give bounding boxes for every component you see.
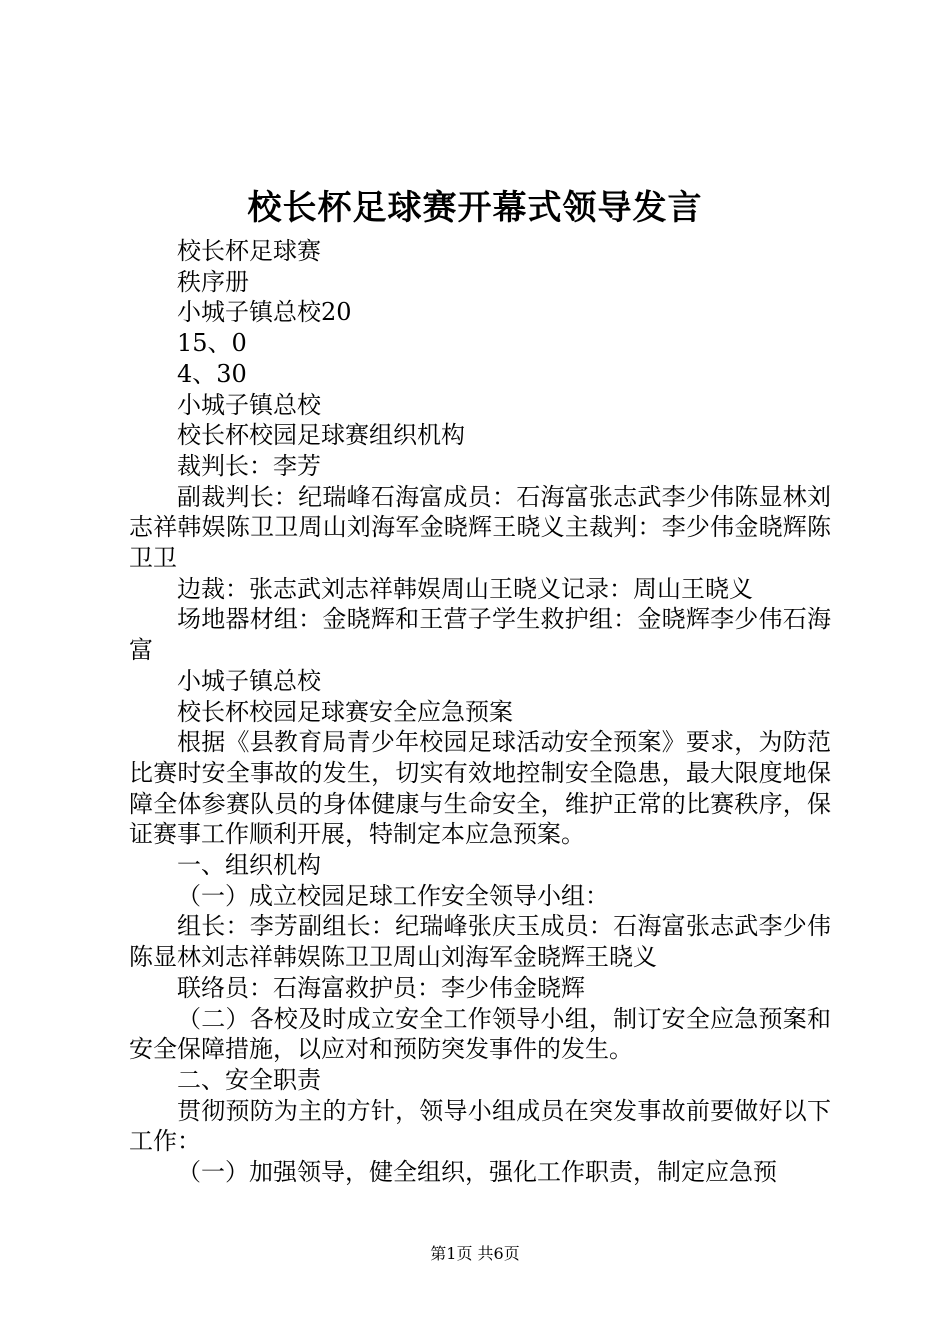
page-footer: 第1页 共6页: [430, 1244, 520, 1263]
paragraph: 根据《县教育局青少年校园足球活动安全预案》要求，为防范比赛时安全事故的发生，切实有效地控制安全隐患，最大限度地保障全体参赛队员的身体健康与生命安全，维护正常的比赛秩序，保证赛事工作顺利开展，特制定本应急预案。: [129, 728, 831, 849]
paragraph: 贯彻预防为主的方针，领导小组成员在突发事故前要做好以下工作：: [129, 1096, 831, 1156]
paragraph: 小城子镇总校: [177, 666, 321, 695]
paragraph: 校长杯校园足球赛安全应急预案: [177, 697, 513, 726]
paragraph: 副裁判长：纪瑞峰石海富成员：石海富张志武李少伟陈显林刘志祥韩娱陈卫卫周山刘海军金晓辉王晓义主裁判：李少伟金晓辉陈卫卫: [129, 482, 831, 573]
document-title: 校长杯足球赛开幕式领导发言: [247, 188, 703, 228]
paragraph: 裁判长：李芳: [177, 451, 321, 480]
paragraph: 小城子镇总校20: [177, 298, 352, 327]
paragraph: 校长杯校园足球赛组织机构: [177, 421, 465, 450]
paragraph: （一）成立校园足球工作安全领导小组：: [177, 881, 609, 910]
paragraph: 边裁：张志武刘志祥韩娱周山王晓义记录：周山王晓义: [177, 574, 753, 603]
paragraph: 二、安全职责: [177, 1065, 321, 1094]
paragraph: 场地器材组：金晓辉和王营子学生救护组：金晓辉李少伟石海富: [129, 605, 831, 665]
paragraph: 小城子镇总校: [177, 390, 321, 419]
paragraph: 4、30: [177, 359, 247, 388]
paragraph: 校长杯足球赛: [177, 237, 321, 265]
paragraph: 秩序册: [177, 267, 249, 296]
paragraph: （二）各校及时成立安全工作领导小组，制订安全应急预案和安全保障措施，以应对和预防突发事件的发生。: [129, 1004, 831, 1064]
paragraph: 15、0: [177, 329, 247, 358]
paragraph: 组长：李芳副组长：纪瑞峰张庆玉成员：石海富张志武李少伟陈显林刘志祥韩娱陈卫卫周山刘海军金晓辉王晓义: [129, 912, 831, 972]
document-body: [129, 236, 831, 1188]
paragraph: 一、组织机构: [177, 851, 321, 880]
paragraph: （一）加强领导，健全组织，强化工作职责，制定应急预: [177, 1158, 777, 1187]
paragraph: 联络员：石海富救护员：李少伟金晓辉: [177, 973, 585, 1002]
